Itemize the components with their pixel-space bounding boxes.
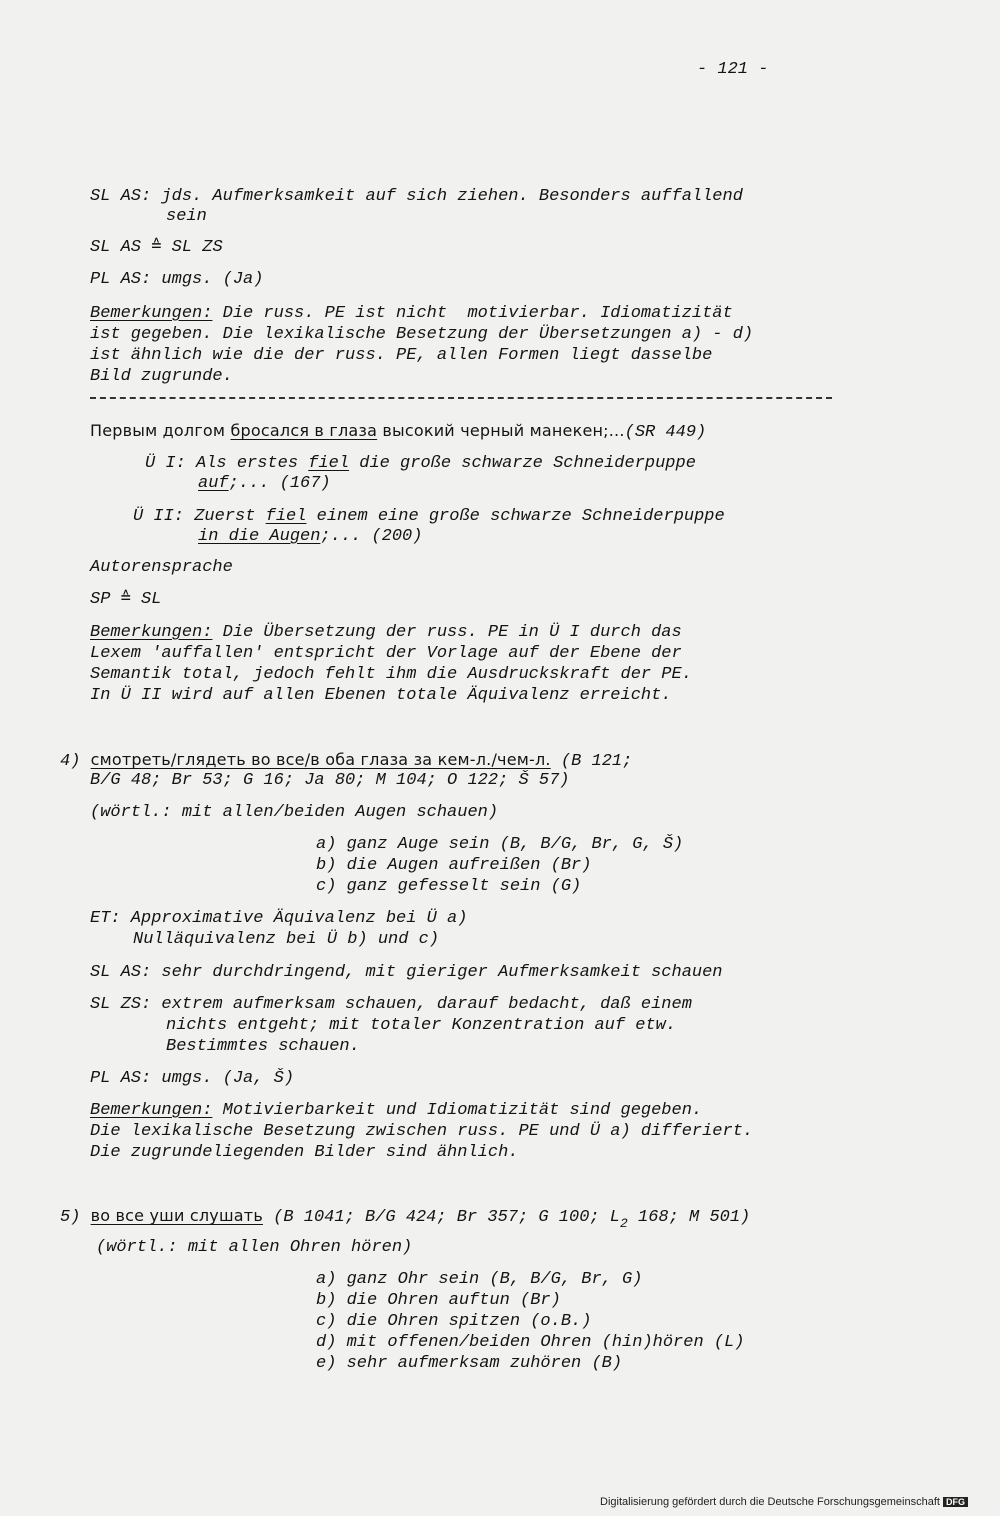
footer-text: Digitalisierung gefördert durch die Deutsche Forschungsgemeinschaft <box>600 1496 940 1508</box>
remarks-line: Die zugrundeliegenden Bilder sind ähnlich. <box>90 1143 519 1162</box>
remarks-line <box>90 1101 702 1121</box>
entry-4-heading <box>60 750 632 772</box>
remarks-text: Die Übersetzung der russ. PE in Ü I durch das <box>212 623 682 642</box>
footer-credit <box>600 1496 968 1508</box>
sl-zs-line-cont: nichts entgeht; mit totaler Konzentration auf etw. <box>166 1016 677 1035</box>
translation-a: a) ganz Ohr sein (B, B/G, Br, G) <box>316 1270 643 1289</box>
translation-e: e) sehr aufmerksam zuhören (B) <box>316 1354 623 1373</box>
entry-refs: (B 1041; B/G 424; Br 357; G 100; L <box>262 1208 621 1227</box>
remarks-label: Bemerkungen: <box>90 623 213 642</box>
remarks-line: ist ähnlich wie die der russ. PE, allen Formen liegt dasselbe <box>90 346 713 365</box>
translation-text: ;... (167) <box>228 474 331 493</box>
remarks-label: Bemerkungen: <box>90 1101 213 1120</box>
dashed-separator <box>90 397 832 399</box>
remarks-line: ist gegeben. Die lexikalische Besetzung der Übersetzungen a) - d) <box>90 325 754 344</box>
pl-as-line: PL AS: umgs. (Ja, Š) <box>90 1069 295 1088</box>
dfg-logo: DFG <box>943 1497 968 1507</box>
pl-as-line: PL AS: umgs. (Ja) <box>90 270 264 289</box>
translation-a: a) ganz Auge sein (B, B/G, Br, G, Š) <box>316 835 684 854</box>
translation-c: c) die Ohren spitzen (o.B.) <box>316 1312 592 1331</box>
entry-4-refs: B/G 48; Br 53; G 16; Ja 80; M 104; O 122; Š 57) <box>90 771 570 790</box>
remarks-line: Semantik total, jedoch fehlt ihm die Ausdruckskraft der PE. <box>90 665 692 684</box>
entry-5-heading <box>60 1206 751 1231</box>
remarks-line <box>90 623 682 643</box>
translation-text: einem eine große schwarze Schneiderpuppe <box>306 507 725 526</box>
quote-text: высокий черный манекен;... <box>377 421 625 440</box>
page-number: - 121 - <box>697 60 769 79</box>
et-line: ET: Approximative Äquivalenz bei Ü a) <box>90 909 468 928</box>
translation-phrase: fiel <box>308 454 350 473</box>
sl-equivalence: SL AS ≙ SL ZS <box>90 238 223 257</box>
translation-1 <box>145 454 696 474</box>
entry-refs: (B 121; <box>550 752 633 771</box>
sl-as-line: SL AS: sehr durchdringend, mit gieriger Aufmerksamkeit schauen <box>90 963 723 982</box>
translation-d: d) mit offenen/beiden Ohren (hin)hören (L) <box>316 1333 745 1352</box>
translation-phrase: in die Augen <box>198 527 321 546</box>
remarks-line: Bild zugrunde. <box>90 367 233 386</box>
translation-b: b) die Ohren auftun (Br) <box>316 1291 561 1310</box>
remarks-line: Lexem 'auffallen' entspricht der Vorlage auf der Ebene der <box>90 644 682 663</box>
et-line-cont: Nulläquivalenz bei Ü b) und c) <box>133 930 440 949</box>
translation-text: Ü I: Als erstes <box>145 454 309 473</box>
translation-2-cont <box>198 527 422 547</box>
remarks-text: Motivierbarkeit und Idiomatizität sind gegeben. <box>212 1101 703 1120</box>
translation-text: die große schwarze Schneiderpuppe <box>349 454 696 473</box>
remarks-line: Die lexikalische Besetzung zwischen russ. PE und Ü a) differiert. <box>90 1122 754 1141</box>
translation-c: c) ganz gefesselt sein (G) <box>316 877 582 896</box>
translation-phrase: fiel <box>265 507 307 526</box>
translation-b: b) die Augen aufreißen (Br) <box>316 856 592 875</box>
sl-zs-line-cont: Bestimmtes schauen. <box>166 1037 360 1056</box>
entry-phrase: во все уши слушать <box>90 1206 263 1225</box>
remarks-text: Die russ. PE ist nicht motivierbar. Idiomatizität <box>212 304 733 323</box>
remarks-line <box>90 304 733 324</box>
literal-translation: (wörtl.: mit allen/beiden Augen schauen) <box>90 803 499 822</box>
literal-translation: (wörtl.: mit allen Ohren hören) <box>96 1238 413 1257</box>
sl-as-line-cont: sein <box>166 207 207 226</box>
entry-refs: 168; M 501) <box>627 1208 751 1227</box>
entry-number: 5) <box>60 1208 81 1227</box>
entry-number: 4) <box>60 752 81 771</box>
entry-phrase: смотреть/глядеть во все/в оба глаза за кем-л./чем-л. <box>90 750 551 769</box>
sl-as-line: SL AS: jds. Aufmerksamkeit auf sich ziehen. Besonders auffallend <box>90 187 743 206</box>
translation-text: ;... (200) <box>320 527 423 546</box>
translation-text: Ü II: Zuerst <box>133 507 266 526</box>
translation-1-cont <box>198 474 331 494</box>
translation-2 <box>133 507 725 527</box>
remarks-line: In Ü II wird auf allen Ebenen totale Äquivalenz erreicht. <box>90 686 672 705</box>
quote-text: Первым долгом <box>90 421 231 440</box>
sl-zs-line: SL ZS: extrem aufmerksam schauen, darauf bedacht, daß einem <box>90 995 692 1014</box>
quote-phrase: бросался в глаза <box>230 421 378 440</box>
russian-quote <box>90 421 706 443</box>
quote-reference: (SR 449) <box>624 423 707 442</box>
remarks-label: Bemerkungen: <box>90 304 213 323</box>
entry-refs-subscript: 2 <box>620 1216 628 1231</box>
sp-equivalence: SP ≙ SL <box>90 590 162 609</box>
author-language: Autorensprache <box>90 558 233 577</box>
translation-phrase: auf <box>198 474 229 493</box>
